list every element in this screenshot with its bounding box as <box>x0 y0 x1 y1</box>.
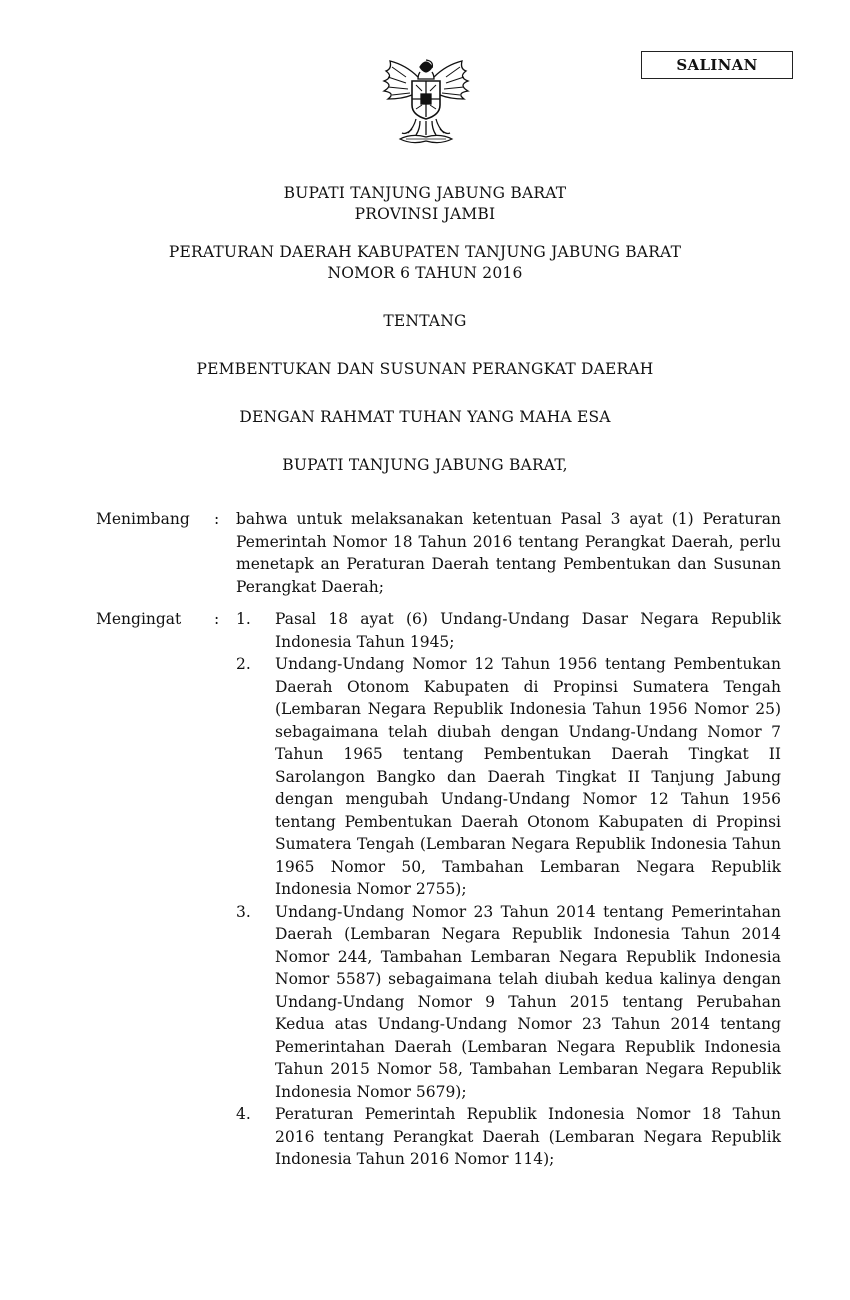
salinan-stamp: SALINAN <box>641 51 793 79</box>
menimbang-label: Menimbang <box>96 510 190 528</box>
menimbang-text: bahwa untuk melaksanakan ketentuan Pasal 3 ayat (1) Peraturan Pemerintah Nomor 18 Tahun 2016 tentang Perangkat Daerah, perlu menetapk an Peraturan Daerah tentang Pembentukan dan Susunan Perangkat Daerah; <box>236 510 781 596</box>
list-item <box>236 901 781 1104</box>
regulation-number: NOMOR 6 TAHUN 2016 <box>327 264 523 282</box>
list-item <box>236 608 781 653</box>
mengingat-label: Mengingat <box>96 610 182 628</box>
list-item-text: Peraturan Pemerintah Republik Indonesia Nomor 18 Tahun 2016 tentang Perangkat Daerah (Lembaran Negara Republik Indonesia Tahun 2016 Nomor 114); <box>275 1105 781 1168</box>
mengingat-colon: : <box>214 610 220 628</box>
regulation-heading <box>0 242 850 284</box>
list-item-number: 2. <box>236 655 251 673</box>
list-item-number: 1. <box>236 610 251 628</box>
subject-heading: PEMBENTUKAN DAN SUSUNAN PERANGKAT DAERAH <box>196 360 654 378</box>
menimbang-colon: : <box>214 510 220 528</box>
issuer-title: BUPATI TANJUNG JABUNG BARAT <box>283 184 567 202</box>
list-item-number: 4. <box>236 1105 251 1123</box>
about-heading: TENTANG <box>383 312 467 330</box>
garuda-emblem-icon <box>376 55 476 150</box>
list-item-number: 3. <box>236 902 251 921</box>
issuer-heading <box>0 183 850 225</box>
regulation-title: PERATURAN DAERAH KABUPATEN TANJUNG JABUNG BARAT <box>168 243 682 261</box>
issuer-province: PROVINSI JAMBI <box>354 205 496 223</box>
list-item-text: Pasal 18 ayat (6) Undang-Undang Dasar Negara Republik Indonesia Tahun 1945; <box>275 610 781 651</box>
list-item-text: Undang-Undang Nomor 23 Tahun 2014 tentang Pemerintahan Daerah (Lembaran Negara Republik Indonesia Tahun 2014 Nomor 244, Tambahan Lembaran Negara Republik Indonesia Nomor 5587) sebagaimana telah diubah kedua kalinya dengan Undang-Undang Nomor 9 Tahun 2015 tentang Perubahan Kedua atas Undang-Undang Nomor 23 Tahun 2014 tentang Pemerintahan Daerah (Lembaran Negara Republik Indonesia Tahun 2015 Nomor 58, Tambahan Lembaran Negara Republik Indonesia Nomor 5679); <box>275 902 781 1101</box>
list-item <box>236 653 781 901</box>
blessing-heading: DENGAN RAHMAT TUHAN YANG MAHA ESA <box>239 408 611 426</box>
list-item-text: Undang-Undang Nomor 12 Tahun 1956 tentang Pembentukan Daerah Otonom Kabupaten di Propinsi Sumatera Tengah (Lembaran Negara Republik Indonesia Tahun 1956 Nomor 25) sebagaimana telah diubah dengan Undang-Undang Nomor 7 Tahun 1965 tentang Pembentukan Daerah Tingkat II Sarolangon Bangko dan Daerah Tingkat II Tanjung Jabung dengan mengubah Undang-Undang Nomor 12 Tahun 1956 tentang Pembentukan Daerah Otonom Kabupaten di Propinsi Sumatera Tengah (Lembaran Negara Republik Indonesia Tahun 1965 Nomor 50, Tambahan Lembaran Negara Republik Indonesia Nomor 2755); <box>275 655 781 898</box>
mengingat-list <box>236 608 781 1171</box>
list-item <box>236 1103 781 1171</box>
official-heading: BUPATI TANJUNG JABUNG BARAT, <box>282 456 568 474</box>
